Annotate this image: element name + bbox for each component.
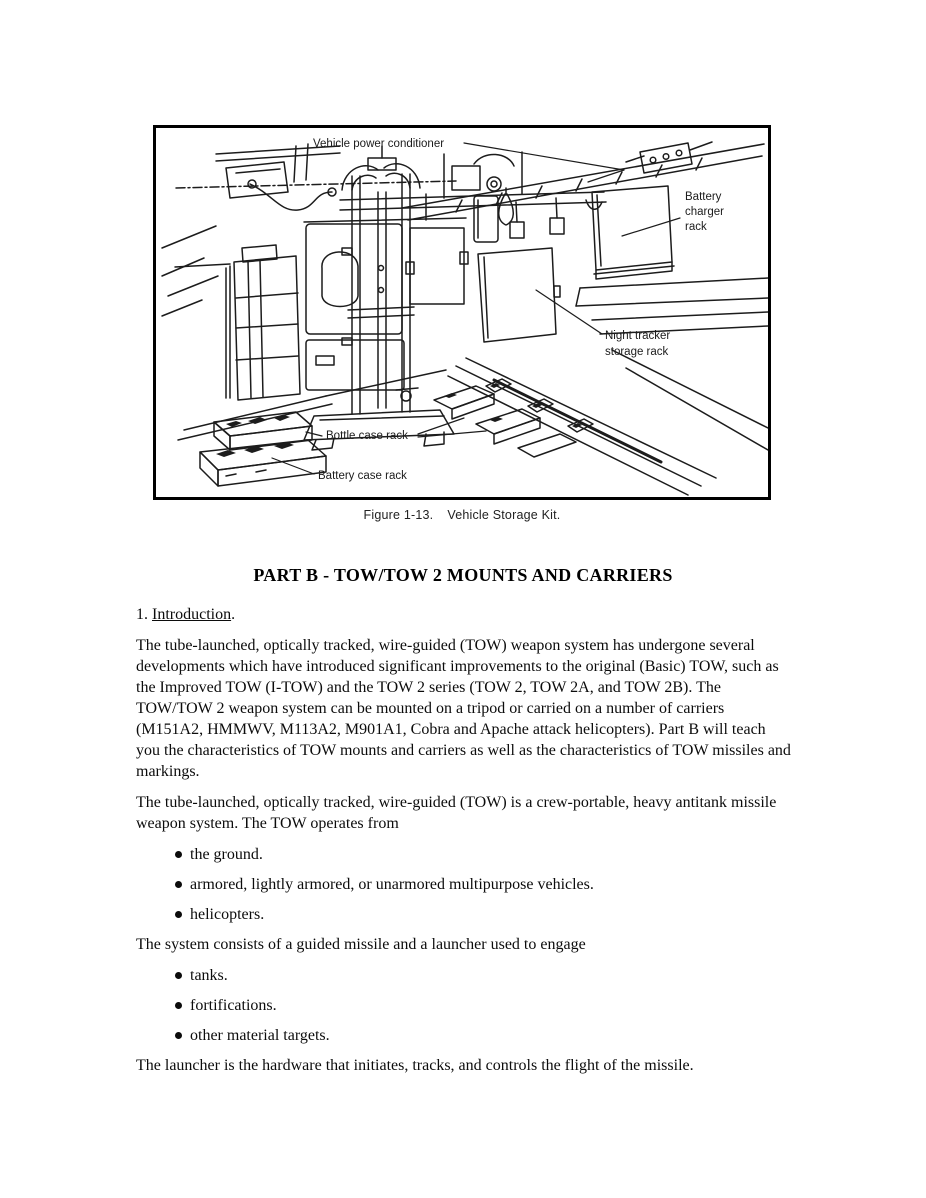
list-item-text: fortifications. xyxy=(190,997,277,1014)
bullet-icon xyxy=(175,911,182,918)
list-operates-from xyxy=(136,844,792,925)
figure-label-night-tracker-line2: storage rack xyxy=(605,346,669,358)
paragraph-launcher-hardware: The launcher is the hardware that initiates, tracks, and controls the flight of the missile. xyxy=(136,1057,694,1074)
figure-dark-details xyxy=(216,383,582,457)
list-item xyxy=(136,1025,792,1046)
list-engage xyxy=(136,965,792,1046)
intro-period: . xyxy=(231,606,236,623)
figure-caption xyxy=(153,508,771,522)
figure-label-vehicle-power-conditioner: Vehicle power conditioner xyxy=(313,138,445,150)
list-item-text: other material targets. xyxy=(190,1027,330,1044)
bullet-icon xyxy=(175,1032,182,1039)
figure-caption-title: Vehicle Storage Kit. xyxy=(447,508,561,522)
vehicle-storage-kit-figure xyxy=(153,125,771,500)
bullet-icon xyxy=(175,972,182,979)
paragraph-system-consists: The system consists of a guided missile and a launcher used to engage xyxy=(136,936,586,953)
document-body xyxy=(136,604,792,1086)
list-item-text: armored, lightly armored, or unarmored multipurpose vehicles. xyxy=(190,876,594,893)
figure-label-night-tracker-line1: Night tracker xyxy=(605,330,671,342)
bullet-icon xyxy=(175,851,182,858)
list-item-text: the ground. xyxy=(190,846,263,863)
list-item xyxy=(136,965,792,986)
figure-label-battery-case-rack: Battery case rack xyxy=(318,470,407,482)
figure-caption-label: Figure 1-13. xyxy=(363,508,434,522)
paragraph-tow-overview: The tube-launched, optically tracked, wire-guided (TOW) weapon system has undergone several developments which have introduced significant improvements to the original (Basic) TOW, such as the Improved TOW (I-TOW) and the TOW 2 series (TOW 2, TOW 2A, and TOW 2B). The TOW/TOW 2 weapon system can be mounted on a tripod or carried on a number of carriers (M151A2, HMMWV, M113A2, M901A1, Cobra and Apache attack helicopters). Part B will teach you the characteristics of TOW mounts and carriers as well as the characteristics of TOW missiles and markings. xyxy=(136,637,791,780)
section-1-introduction xyxy=(136,604,792,625)
list-item-text: helicopters. xyxy=(190,906,265,923)
list-item xyxy=(136,844,792,865)
paragraph-tow-crew-portable: The tube-launched, optically tracked, wire-guided (TOW) is a crew-portable, heavy antitank missile weapon system. The TOW operates from xyxy=(136,794,777,832)
intro-number: 1. xyxy=(136,606,152,623)
bullet-icon xyxy=(175,881,182,888)
figure-label-bottle-case-rack: Bottle case rack xyxy=(326,430,408,442)
figure-label-battery-charger-line1: Battery xyxy=(685,191,722,203)
figure-label-battery-charger-line3: rack xyxy=(685,221,707,233)
figure-linework xyxy=(162,142,768,495)
list-item-text: tanks. xyxy=(190,967,228,984)
bullet-icon xyxy=(175,1002,182,1009)
list-item xyxy=(136,995,792,1016)
intro-title: Introduction xyxy=(152,606,232,623)
list-item xyxy=(136,874,792,895)
figure-label-battery-charger-line2: charger xyxy=(685,206,724,218)
vehicle-storage-kit-drawing xyxy=(156,128,768,497)
part-b-heading: PART B - TOW/TOW 2 MOUNTS AND CARRIERS xyxy=(253,565,673,585)
list-item xyxy=(136,904,792,925)
